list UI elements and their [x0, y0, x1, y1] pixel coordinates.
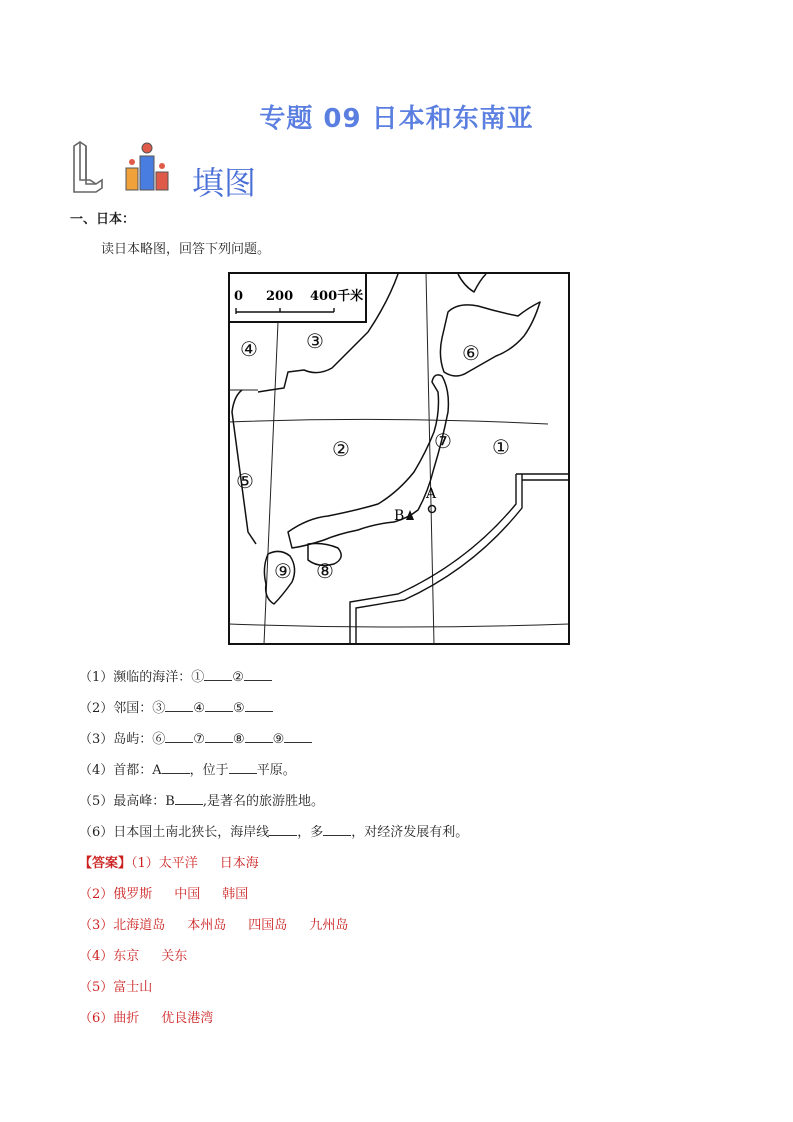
question-3: （3）岛屿：⑥ ⑦ ⑧ ⑨ — [79, 728, 312, 747]
section-badge-icon — [70, 140, 185, 195]
marker-9: ⑨ — [274, 559, 292, 583]
answer-2: （2）俄罗斯 中国 韩国 — [79, 887, 249, 902]
page-title: 专题 09 日本和东南亚 — [259, 104, 534, 134]
scale-label-0: 0 — [234, 289, 244, 304]
marker-1: ① — [492, 435, 510, 459]
marker-7: ⑦ — [434, 429, 452, 453]
point-b-label: B — [394, 508, 405, 524]
japan-map — [228, 272, 570, 645]
scale-label-200: 200 — [266, 289, 294, 304]
point-a-label: A — [426, 486, 437, 502]
question-2: （2）邻国：③ ④ ⑤ — [79, 697, 273, 716]
answer-4: （4）东京 关东 — [79, 949, 188, 964]
intro-text: 读日本略图，回答下列问题。 — [101, 242, 271, 257]
answer-6: （6）曲折 优良港湾 — [79, 1011, 214, 1026]
answer-1: 【答案】（1）太平洋 日本海 — [79, 856, 259, 871]
answer-5: （5）富士山 — [79, 980, 153, 995]
question-6: （6）日本国土南北狭长，海岸线 ，多 ，对经济发展有利。 — [79, 825, 469, 840]
marker-4: ④ — [240, 337, 258, 361]
question-4: （4）首都：A ，位于 平原。 — [79, 763, 296, 778]
marker-5: ⑤ — [236, 469, 254, 493]
answer-3: （3）北海道岛 本州岛 四国岛 九州岛 — [79, 918, 349, 933]
question-5: （5）最高峰：B ,是著名的旅游胜地。 — [79, 794, 324, 809]
question-1: （1）濒临的海洋：① ② — [79, 666, 272, 685]
scale-label-400: 400千米 — [310, 289, 364, 304]
marker-3: ③ — [306, 329, 324, 353]
marker-8: ⑧ — [316, 559, 334, 583]
marker-2: ② — [332, 437, 350, 461]
section-title: 填图 — [192, 164, 257, 202]
marker-6: ⑥ — [462, 341, 480, 365]
question-heading: 一、日本： — [70, 212, 136, 227]
